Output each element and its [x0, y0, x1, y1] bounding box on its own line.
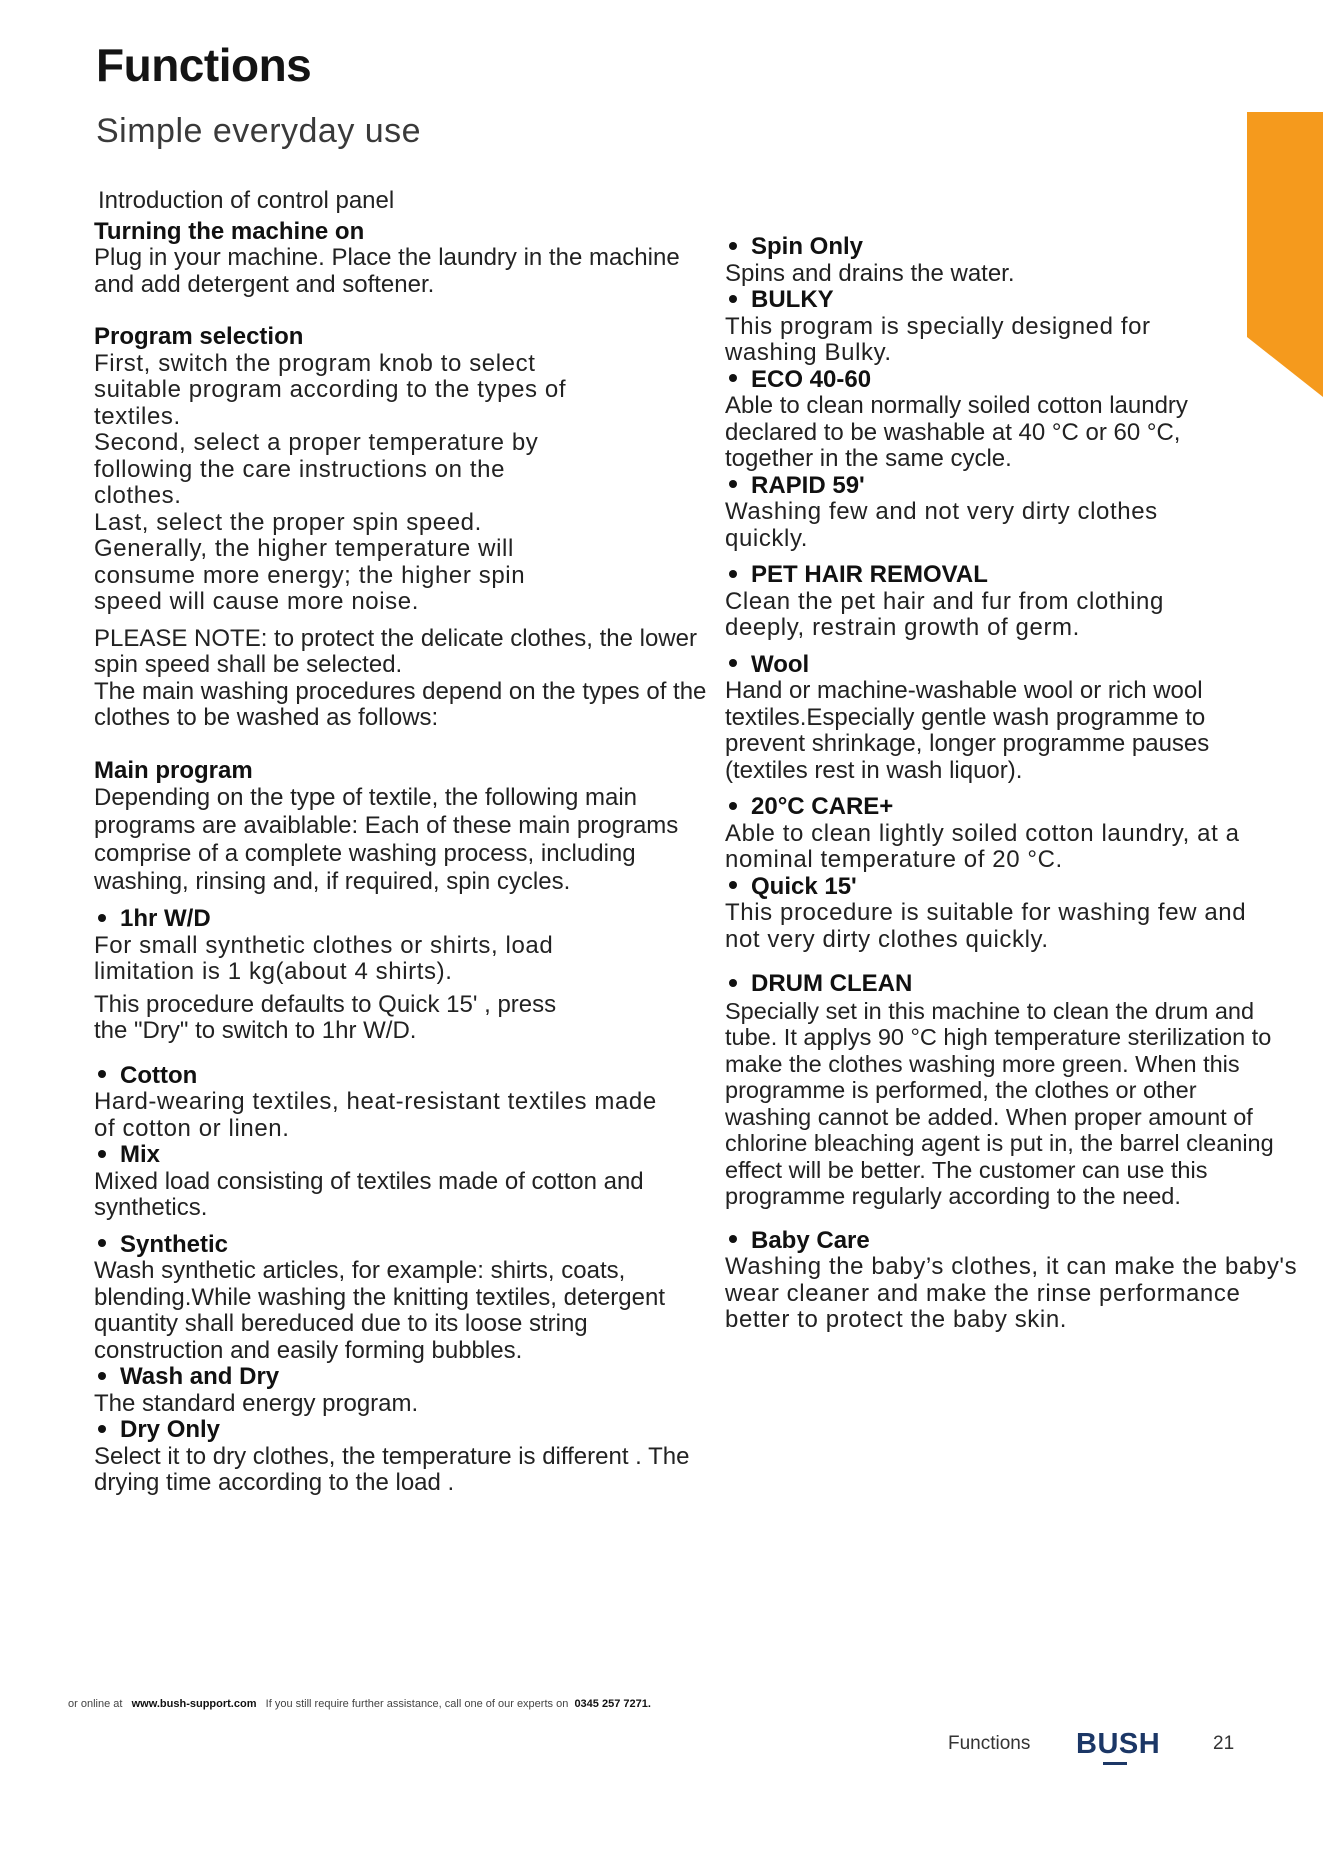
page-number: 21 — [1213, 1733, 1235, 1754]
program-1hr-wd-text-2: This procedure defaults to Quick 15' , press the "Dry" to switch to 1hr W/D. — [94, 990, 557, 1044]
left-column — [94, 188, 714, 1497]
bullet-icon — [729, 374, 737, 382]
program-bulky-text: This program is specially designed for washing Bulky. — [725, 312, 1151, 366]
bullet-icon — [729, 881, 737, 889]
program-synthetic-heading: Synthetic — [94, 1232, 714, 1259]
program-drum-clean-heading: DRUM CLEAN — [725, 971, 1315, 998]
bullet-icon — [98, 1070, 106, 1078]
bullet-icon — [729, 802, 737, 810]
program-20c-care-heading: 20°C CARE+ — [725, 794, 1315, 821]
program-mix-heading: Mix — [94, 1142, 714, 1169]
footer-help-middle: If you still require further assistance, call one of our experts on — [265, 1698, 569, 1710]
right-column — [725, 234, 1315, 1334]
program-synthetic-text: Wash synthetic articles, for example: shirts, coats, blending.While washing the knitting textiles, detergent quantity shall bereduced due to its loose string construction and easily forming bubbles. — [94, 1257, 666, 1364]
bullet-icon — [98, 1425, 106, 1433]
program-selection-heading: Program selection — [94, 323, 304, 350]
intro-text: Introduction of control panel — [98, 187, 395, 214]
footer-help-prefix: or online at — [68, 1698, 123, 1710]
page-subtitle: Simple everyday use — [96, 112, 422, 150]
program-1hr-wd-text: For small synthetic clothes or shirts, load limitation is 1 kg(about 4 shirts). — [94, 931, 554, 985]
bullet-icon — [729, 570, 737, 578]
bullet-icon — [98, 1150, 106, 1158]
bullet-icon — [729, 480, 737, 488]
brand-logo-underline — [1103, 1762, 1127, 1765]
procedures-text: The main washing procedures depend on the types of the clothes to be washed as follows: — [94, 677, 707, 731]
program-rapid-text: Washing few and not very dirty clothes quickly. — [725, 498, 1158, 552]
program-wool-text: Hand or machine-washable wool or rich wool textiles.Especially gentle wash programme to prevent shrinkage, longer programme pauses (textiles rest in wash liquor). — [725, 677, 1210, 784]
program-baby-care-heading: Baby Care — [725, 1228, 1315, 1255]
program-drum-clean-text: Specially set in this machine to clean the drum and tube. It applys 90 °C high temperature sterilization to make the clothes washing more green. When this programme is performed, the clothes or other washing cannot be added. When proper amount of chlorine bleaching agent is put in, the barrel cleaning effect will be better. The customer can use this programme regularly according to the need. — [725, 997, 1274, 1209]
footer-support-link[interactable]: www.bush-support.com — [131, 1698, 257, 1710]
footer-help-text — [68, 1698, 651, 1710]
bullet-icon — [729, 659, 737, 667]
turning-on-text: Plug in your machine. Place the laundry in the machine and add detergent and softener. — [94, 244, 680, 298]
program-pet-hair-heading: PET HAIR REMOVAL — [725, 562, 1315, 589]
bullet-icon — [729, 1235, 737, 1243]
program-wash-and-dry-text: The standard energy program. — [94, 1389, 419, 1417]
program-dry-only-heading: Dry Only — [94, 1417, 714, 1444]
bullet-icon — [729, 295, 737, 303]
program-spin-only-text: Spins and drains the water. — [725, 259, 1015, 287]
program-20c-care-text: Able to clean lightly soiled cotton laundry, at a nominal temperature of 20 °C. — [725, 819, 1240, 873]
program-wash-and-dry-heading: Wash and Dry — [94, 1364, 714, 1391]
page-title: Functions — [96, 39, 312, 91]
program-quick-15-text: This procedure is suitable for washing few and not very dirty clothes quickly. — [725, 899, 1247, 953]
program-selection-text-3: Last, select the proper spin speed. Generally, the higher temperature will consume more energy; the higher spin speed will cause more noise. — [94, 508, 526, 615]
program-cotton-text: Hard-wearing textiles, heat-resistant textiles made of cotton or linen. — [94, 1088, 657, 1142]
bullet-icon — [98, 1372, 106, 1380]
turning-on-heading: Turning the machine on — [94, 217, 365, 245]
program-pet-hair-text: Clean the pet hair and fur from clothing deeply, restrain growth of germ. — [725, 587, 1164, 641]
bullet-icon — [98, 1239, 106, 1247]
program-wool-heading: Wool — [725, 652, 1315, 679]
program-mix-text: Mixed load consisting of textiles made of cotton and synthetics. — [94, 1167, 644, 1221]
program-bulky-heading: BULKY — [725, 287, 1315, 314]
program-rapid-heading: RAPID 59' — [725, 473, 1315, 500]
program-selection-text-2: Second, select a proper temperature by following the care instructions on the clothes. — [94, 429, 539, 509]
program-eco-text: Able to clean normally soiled cotton laundry declared to be washable at 40 °C or 60 °C, together in the same cycle. — [725, 392, 1188, 472]
program-baby-care-text: Washing the baby’s clothes, it can make the baby's wear cleaner and make the rinse performance better to protect the baby skin. — [725, 1253, 1298, 1333]
brand-logo: BUSH — [1076, 1728, 1161, 1760]
footer-section-name: Functions — [948, 1733, 1031, 1754]
main-program-heading: Main program — [94, 756, 253, 784]
program-dry-only-text: Select it to dry clothes, the temperature is different . The drying time according to the load . — [94, 1442, 690, 1496]
please-note-text: PLEASE NOTE: to protect the delicate clothes, the lower spin speed shall be selected. — [94, 624, 697, 678]
program-selection-text: First, switch the program knob to select suitable program according to the types of textiles. — [94, 349, 567, 430]
bullet-icon — [729, 242, 737, 250]
bullet-icon — [98, 914, 106, 922]
program-1hr-wd-heading: 1hr W/D — [94, 906, 714, 933]
footer-phone: 0345 257 7271. — [574, 1698, 651, 1710]
program-quick-15-heading: Quick 15' — [725, 874, 1315, 901]
program-eco-heading: ECO 40-60 — [725, 367, 1315, 394]
main-program-text: Depending on the type of textile, the following main programs are avaiblable: Each of these main programs comprise of a complete washing process, including washing, rinsing and, if required, spin cycles. — [94, 784, 679, 895]
program-cotton-heading: Cotton — [94, 1063, 714, 1090]
bullet-icon — [729, 979, 737, 987]
program-spin-only-heading: Spin Only — [725, 234, 1315, 261]
